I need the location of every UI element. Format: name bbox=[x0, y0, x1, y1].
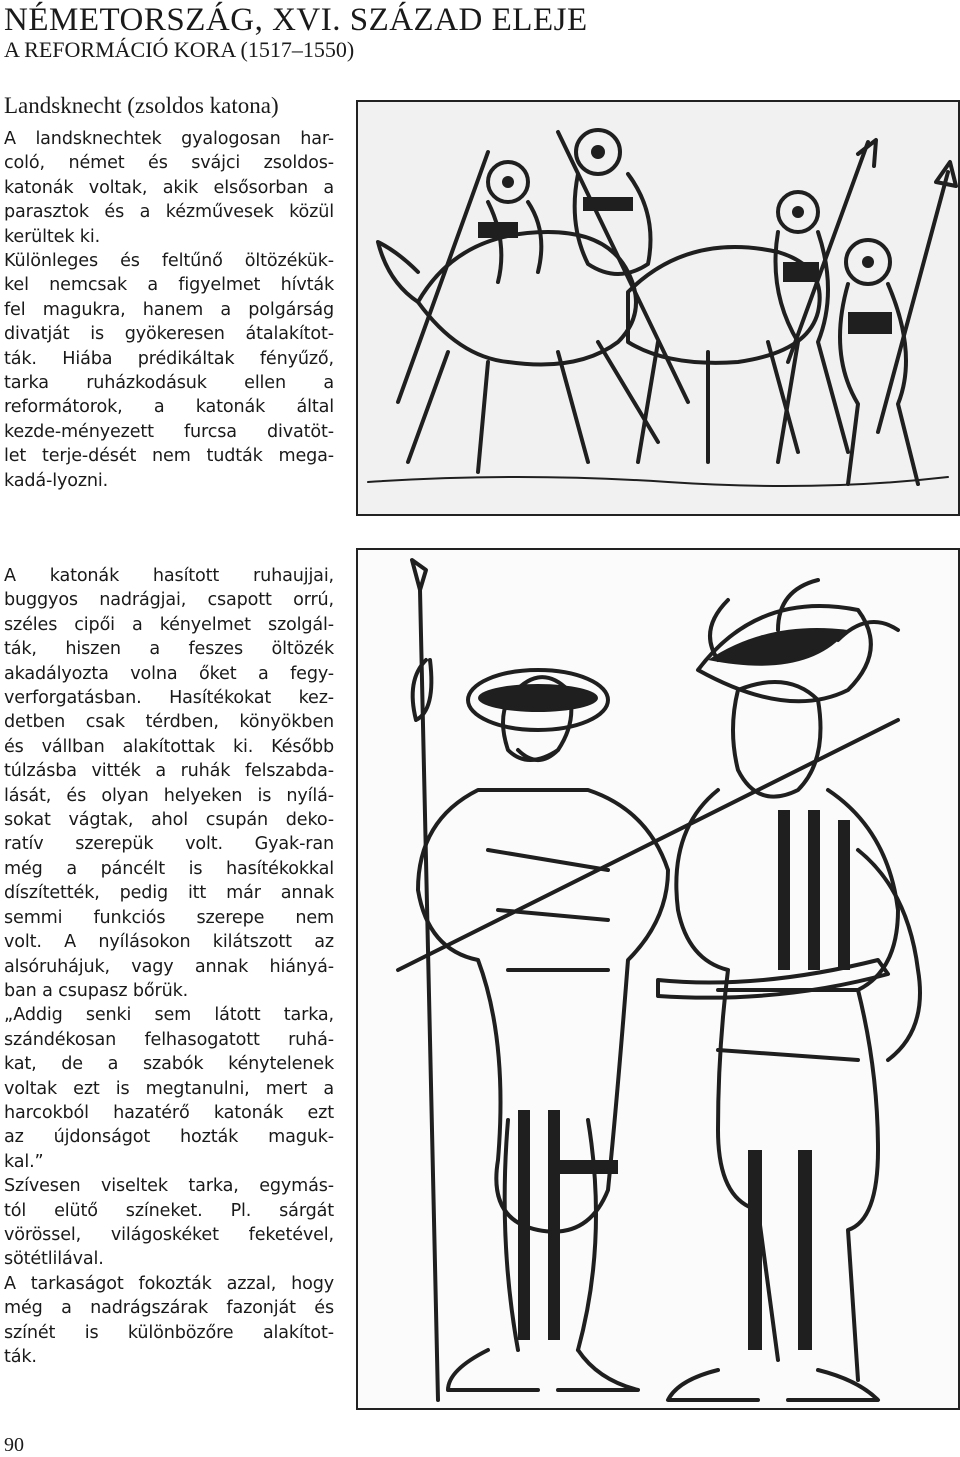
text-line: ban a csupasz bőrük. bbox=[4, 980, 189, 1001]
text-line: coló, német és svájci zsoldos- bbox=[4, 153, 334, 174]
text-line: voltak ezt is megtanulni, mert a bbox=[4, 1078, 334, 1099]
text-line: let terje-dését nem tudták mega- bbox=[4, 446, 334, 467]
text-line: lását, és olyan helyeken is nyílá- bbox=[4, 785, 334, 806]
paragraph-landsknecht-clothing bbox=[4, 564, 334, 1369]
text-line: kat, de a szabók kénytelenek bbox=[4, 1054, 334, 1075]
text-line: verforgatásban. Hasítékokat kez- bbox=[4, 688, 334, 709]
landsknecht-cavalry-icon bbox=[358, 102, 958, 514]
text-line: volt. A nyílásokon kilátszott az bbox=[4, 932, 334, 953]
text-line: akadályozta volna őket a fegy- bbox=[4, 663, 334, 684]
text-line: divatját is gyökeresen átalakítot- bbox=[4, 324, 334, 345]
text-line: semmi funkciós szerepe nem bbox=[4, 907, 334, 928]
text-line: Különleges és feltűnő öltözékük- bbox=[4, 251, 334, 272]
text-line: kel nemcsak a figyelmet hívták bbox=[4, 275, 334, 296]
text-line: buggyos nadrágjai, csapott orrú, bbox=[4, 590, 334, 611]
text-line: túlzásba vitték a ruhák felszabda- bbox=[4, 761, 334, 782]
text-line: ták. Hiába prédikáltak fényűző, bbox=[4, 348, 334, 369]
text-line: az újdonságot hozták maguk- bbox=[4, 1127, 334, 1148]
text-line: vörössel, világoskéket feketével, bbox=[4, 1224, 334, 1245]
text-line: szándékosan felhasogatott ruhá- bbox=[4, 1029, 334, 1050]
two-landsknechts-icon bbox=[358, 550, 958, 1408]
text-line: „Addig senki sem látott tarka, bbox=[4, 1005, 334, 1026]
text-line: színét is különbözőre alakítot- bbox=[4, 1322, 334, 1343]
cavalry-woodcut-illustration bbox=[356, 100, 960, 516]
section-heading: Landsknecht (zsoldos katona) bbox=[4, 93, 279, 118]
text-line: alsóruhájuk, vagy annak hiányá- bbox=[4, 956, 334, 977]
text-line: kerültek ki. bbox=[4, 226, 101, 247]
text-line: ták, hiszen a feszes öltözék bbox=[4, 639, 334, 660]
page-number: 90 bbox=[4, 1434, 24, 1456]
text-line: és vállban alakítottak ki. Később bbox=[4, 736, 334, 757]
text-line: reformátorok, a katonák által bbox=[4, 397, 334, 418]
text-line: Szívesen viseltek tarka, egymás- bbox=[4, 1176, 334, 1197]
text-line: detben csak térdben, könyökben bbox=[4, 712, 334, 733]
landsknechts-woodcut-illustration bbox=[356, 548, 960, 1410]
text-line: fel magukra, hanem a polgárság bbox=[4, 299, 334, 320]
text-line: katonák voltak, akik elsősorban a bbox=[4, 177, 334, 198]
text-line: kadá-lyozni. bbox=[4, 470, 109, 491]
text-line: széles cipői a kényelmet szolgál- bbox=[4, 614, 334, 635]
text-line: parasztok és a kézművesek közül bbox=[4, 202, 334, 223]
text-line: A katonák hasított ruhaujjai, bbox=[4, 566, 334, 586]
text-line: ratív szerepük volt. Gyak-ran bbox=[4, 834, 334, 855]
page-title: NÉMETORSZÁG, XVI. SZÁZAD ELEJE bbox=[4, 2, 588, 38]
text-line: díszítették, pedig itt már annak bbox=[4, 883, 334, 904]
text-line: sokat vágtak, ahol csupán deko- bbox=[4, 810, 334, 831]
text-line: még a páncélt is hasítékokkal bbox=[4, 858, 334, 879]
paragraph-landsknecht-intro bbox=[4, 127, 334, 493]
text-line: ták. bbox=[4, 1347, 37, 1367]
text-line: A landsknechtek gyalogosan har- bbox=[4, 129, 334, 149]
text-line: harcokból hazatérő katonák ezt bbox=[4, 1102, 334, 1123]
text-line: sötétlilával. bbox=[4, 1249, 104, 1270]
text-line: tól elütő színeket. Pl. sárgát bbox=[4, 1200, 334, 1221]
text-line: kal.” bbox=[4, 1151, 44, 1172]
text-line: kezde-ményezett furcsa divatöt- bbox=[4, 421, 334, 442]
text-line: még a nadrágszárak fazonját és bbox=[4, 1298, 334, 1319]
text-line: A tarkaságot fokozták azzal, hogy bbox=[4, 1273, 334, 1294]
text-line: tarka ruházkodásuk ellen a bbox=[4, 373, 334, 394]
page-subtitle: A REFORMÁCIÓ KORA (1517–1550) bbox=[4, 37, 355, 62]
